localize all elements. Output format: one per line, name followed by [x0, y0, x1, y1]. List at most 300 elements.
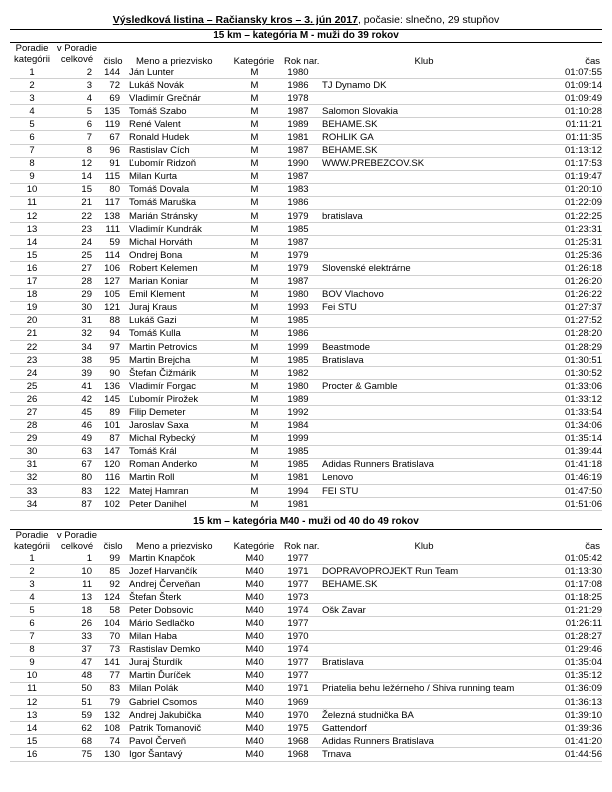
cell-poradie-celkove: 67 — [54, 458, 100, 471]
header2-poradie-kat-1: Poradie — [15, 530, 49, 541]
cell-cislo: 106 — [100, 262, 126, 275]
cell-rok: 1985 — [280, 458, 316, 471]
cell-kategoria: M — [229, 432, 280, 445]
cell-poradie-kategoria: 32 — [10, 471, 54, 484]
cell-cislo: 135 — [100, 105, 126, 118]
cell-poradie-kategoria: 31 — [10, 458, 54, 471]
cell-klub: Adidas Runners Bratislava — [316, 735, 530, 748]
table-row — [10, 236, 602, 249]
cell-klub: BEHAME.SK — [316, 144, 530, 157]
cell-rok: 1974 — [280, 604, 316, 617]
cell-poradie-kategoria: 16 — [10, 262, 54, 275]
cell-kategoria: M — [229, 236, 280, 249]
cell-kategoria: M40 — [229, 748, 280, 761]
cell-cislo: 80 — [100, 183, 126, 196]
cell-klub — [316, 393, 530, 406]
cell-poradie-kategoria: 18 — [10, 288, 54, 301]
cell-cas: 01:27:52 — [530, 314, 602, 327]
cell-poradie-celkove: 75 — [54, 748, 100, 761]
cell-cas: 01:35:12 — [530, 669, 602, 682]
cell-meno: Vladimír Kundrák — [126, 223, 229, 236]
table-row — [10, 144, 602, 157]
table-row — [10, 419, 602, 432]
cell-cas: 01:28:29 — [530, 340, 602, 353]
cell-cas: 01:28:20 — [530, 327, 602, 340]
header2-poradie-cel-1: v Poradie — [56, 530, 98, 541]
cell-rok: 1985 — [280, 223, 316, 236]
cell-cislo: 83 — [100, 682, 126, 695]
cell-klub — [316, 249, 530, 262]
cell-kategoria: M — [229, 79, 280, 92]
cell-kategoria: M — [229, 275, 280, 288]
cell-rok: 1968 — [280, 735, 316, 748]
table-row — [10, 485, 602, 498]
cell-cislo: 96 — [100, 144, 126, 157]
cell-cas: 01:25:31 — [530, 236, 602, 249]
cell-kategoria: M — [229, 458, 280, 471]
cell-kategoria: M — [229, 118, 280, 131]
cell-cas: 01:33:06 — [530, 380, 602, 393]
cell-meno: Robert Kelemen — [126, 262, 229, 275]
cell-klub: Fei STU — [316, 301, 530, 314]
cell-cas: 01:29:46 — [530, 643, 602, 656]
cell-meno: Mário Sedlačko — [126, 617, 229, 630]
cell-rok: 1999 — [280, 432, 316, 445]
cell-klub: TJ Dynamo DK — [316, 79, 530, 92]
cell-klub — [316, 498, 530, 511]
title-main: Výsledková listina – Račiansky kros – 3. jún 2017 — [112, 14, 358, 26]
cell-cas: 01:44:56 — [530, 748, 602, 761]
cell-kategoria: M — [229, 498, 280, 511]
cell-cas: 01:28:27 — [530, 630, 602, 643]
cell-poradie-celkove: 33 — [54, 630, 100, 643]
cell-kategoria: M — [229, 380, 280, 393]
cell-cislo: 132 — [100, 709, 126, 722]
cell-meno: Andrej Červeňan — [126, 578, 229, 591]
cell-cislo: 72 — [100, 79, 126, 92]
table-row — [10, 458, 602, 471]
cell-cislo: 124 — [100, 591, 126, 604]
cell-poradie-celkove: 42 — [54, 393, 100, 406]
cell-rok: 1989 — [280, 118, 316, 131]
cell-meno: Filip Demeter — [126, 406, 229, 419]
cell-cas: 01:35:14 — [530, 432, 602, 445]
cell-poradie-kategoria: 1 — [10, 66, 54, 79]
cell-rok: 1977 — [280, 617, 316, 630]
header-cislo: čislo — [103, 56, 123, 67]
cell-kategoria: M40 — [229, 709, 280, 722]
cell-poradie-celkove: 49 — [54, 432, 100, 445]
cell-meno: Jaroslav Saxa — [126, 419, 229, 432]
cell-poradie-kategoria: 4 — [10, 105, 54, 118]
cell-poradie-kategoria: 6 — [10, 617, 54, 630]
cell-rok: 1981 — [280, 131, 316, 144]
header2-poradie-cel-2: celkové — [60, 541, 94, 552]
cell-poradie-celkove: 26 — [54, 617, 100, 630]
cell-poradie-kategoria: 11 — [10, 196, 54, 209]
table-row — [10, 630, 602, 643]
cell-meno: Milan Polák — [126, 682, 229, 695]
cell-cislo: 70 — [100, 630, 126, 643]
cell-cislo: 87 — [100, 432, 126, 445]
cell-rok: 1980 — [280, 288, 316, 301]
cell-rok: 1971 — [280, 682, 316, 695]
header2-rok: Rok nar. — [284, 541, 320, 552]
cell-cislo: 105 — [100, 288, 126, 301]
cell-meno: Rastislav Demko — [126, 643, 229, 656]
table-row — [10, 196, 602, 209]
cell-poradie-celkove: 39 — [54, 367, 100, 380]
header-kategoria: Kategórie — [233, 56, 275, 67]
cell-cislo: 79 — [100, 696, 126, 709]
cell-rok: 1983 — [280, 183, 316, 196]
cell-poradie-kategoria: 33 — [10, 485, 54, 498]
title-weather: , počasie: slnečno, 29 stupňov — [357, 14, 500, 26]
cell-klub: Beastmode — [316, 340, 530, 353]
table-row — [10, 406, 602, 419]
table-row — [10, 722, 602, 735]
cell-klub: WWW.PREBEZCOV.SK — [316, 157, 530, 170]
cell-poradie-kategoria: 24 — [10, 367, 54, 380]
cell-poradie-celkove: 30 — [54, 301, 100, 314]
cell-poradie-celkove: 68 — [54, 735, 100, 748]
cell-kategoria: M — [229, 288, 280, 301]
cell-rok: 1970 — [280, 630, 316, 643]
cell-klub: Bratislava — [316, 354, 530, 367]
cell-kategoria: M — [229, 340, 280, 353]
table-row — [10, 565, 602, 578]
cell-poradie-celkove: 62 — [54, 722, 100, 735]
cell-cislo: 73 — [100, 643, 126, 656]
cell-cislo: 147 — [100, 445, 126, 458]
cell-cas: 01:25:36 — [530, 249, 602, 262]
cell-cislo: 88 — [100, 314, 126, 327]
cell-poradie-celkove: 32 — [54, 327, 100, 340]
header2-meno: Meno a priezvisko — [136, 541, 213, 552]
cell-cas: 01:46:19 — [530, 471, 602, 484]
cell-meno: Tomáš Szabo — [126, 105, 229, 118]
cell-meno: Tomáš Dovala — [126, 183, 229, 196]
header2-cislo: čislo — [103, 541, 123, 552]
cell-poradie-celkove: 38 — [54, 354, 100, 367]
cell-rok: 1982 — [280, 367, 316, 380]
cell-kategoria: M40 — [229, 735, 280, 748]
cell-kategoria: M40 — [229, 578, 280, 591]
cell-cas: 01:22:25 — [530, 210, 602, 223]
cell-meno: Gabriel Csomos — [126, 696, 229, 709]
cell-kategoria: M — [229, 170, 280, 183]
cell-meno: Milan Kurta — [126, 170, 229, 183]
cell-poradie-celkove: 6 — [54, 118, 100, 131]
section-1-title: 15 km – kategória M - muži do 39 rokov — [213, 30, 399, 41]
cell-klub: Lenovo — [316, 471, 530, 484]
cell-meno: Martin Ďuríček — [126, 669, 229, 682]
cell-klub: BEHAME.SK — [316, 578, 530, 591]
header-poradie-cel-1: v Poradie — [56, 43, 98, 54]
cell-rok: 1981 — [280, 471, 316, 484]
cell-kategoria: M — [229, 354, 280, 367]
cell-poradie-celkove: 11 — [54, 578, 100, 591]
cell-klub: Gattendorf — [316, 722, 530, 735]
section-2-title: 15 km – kategória M40 - muži od 40 do 49 rokov — [193, 516, 419, 527]
cell-klub: Salomon Slovakia — [316, 105, 530, 118]
cell-cas: 01:09:14 — [530, 79, 602, 92]
cell-klub — [316, 170, 530, 183]
cell-meno: Martin Roll — [126, 471, 229, 484]
cell-klub — [316, 591, 530, 604]
cell-cislo: 121 — [100, 301, 126, 314]
cell-klub — [316, 196, 530, 209]
cell-kategoria: M — [229, 471, 280, 484]
cell-kategoria: M — [229, 210, 280, 223]
table-row — [10, 578, 602, 591]
cell-poradie-kategoria: 7 — [10, 144, 54, 157]
cell-klub: Slovenské elektrárne — [316, 262, 530, 275]
cell-rok: 1980 — [280, 66, 316, 79]
cell-kategoria: M — [229, 301, 280, 314]
header-rok: Rok nar. — [284, 56, 320, 67]
cell-kategoria: M40 — [229, 604, 280, 617]
cell-cas: 01:30:52 — [530, 367, 602, 380]
table-row — [10, 445, 602, 458]
cell-meno: Igor Šantavý — [126, 748, 229, 761]
cell-poradie-celkove: 80 — [54, 471, 100, 484]
cell-poradie-kategoria: 12 — [10, 210, 54, 223]
cell-poradie-kategoria: 10 — [10, 669, 54, 682]
cell-klub: BEHAME.SK — [316, 118, 530, 131]
cell-poradie-kategoria: 28 — [10, 419, 54, 432]
cell-klub — [316, 223, 530, 236]
cell-klub: Ošk Zavar — [316, 604, 530, 617]
cell-kategoria: M — [229, 249, 280, 262]
cell-meno: Ondrej Bona — [126, 249, 229, 262]
table-row — [10, 471, 602, 484]
cell-poradie-kategoria: 8 — [10, 643, 54, 656]
cell-rok: 1985 — [280, 314, 316, 327]
cell-cas: 01:41:18 — [530, 458, 602, 471]
cell-cas: 01:13:30 — [530, 565, 602, 578]
cell-poradie-celkove: 4 — [54, 92, 100, 105]
table-row — [10, 380, 602, 393]
cell-meno: Matej Hamran — [126, 485, 229, 498]
cell-klub — [316, 314, 530, 327]
cell-cas: 01:19:47 — [530, 170, 602, 183]
cell-meno: Emil Klement — [126, 288, 229, 301]
cell-cislo: 115 — [100, 170, 126, 183]
cell-cas: 01:39:10 — [530, 709, 602, 722]
table-row — [10, 643, 602, 656]
cell-meno: Ľubomír Ridzoň — [126, 157, 229, 170]
cell-cislo: 130 — [100, 748, 126, 761]
cell-klub — [316, 66, 530, 79]
cell-rok: 1987 — [280, 170, 316, 183]
cell-kategoria: M40 — [229, 552, 280, 565]
cell-poradie-celkove: 50 — [54, 682, 100, 695]
cell-cislo: 58 — [100, 604, 126, 617]
cell-cas: 01:26:11 — [530, 617, 602, 630]
cell-cas: 01:35:04 — [530, 656, 602, 669]
cell-poradie-celkove: 2 — [54, 66, 100, 79]
table-row — [10, 552, 602, 565]
cell-meno: Lukáš Novák — [126, 79, 229, 92]
table-row — [10, 617, 602, 630]
cell-cas: 01:33:12 — [530, 393, 602, 406]
cell-cislo: 59 — [100, 236, 126, 249]
table-row — [10, 66, 602, 79]
cell-meno: René Valent — [126, 118, 229, 131]
cell-cas: 01:05:42 — [530, 552, 602, 565]
cell-kategoria: M — [229, 314, 280, 327]
cell-poradie-kategoria: 3 — [10, 578, 54, 591]
cell-meno: Ján Lunter — [126, 66, 229, 79]
cell-klub: DOPRAVOPROJEKT Run Team — [316, 565, 530, 578]
cell-kategoria: M — [229, 406, 280, 419]
cell-kategoria: M — [229, 66, 280, 79]
cell-poradie-celkove: 27 — [54, 262, 100, 275]
cell-cislo: 127 — [100, 275, 126, 288]
cell-poradie-kategoria: 14 — [10, 722, 54, 735]
cell-klub: Adidas Runners Bratislava — [316, 458, 530, 471]
cell-klub: Procter & Gamble — [316, 380, 530, 393]
cell-poradie-celkove: 46 — [54, 419, 100, 432]
cell-cas: 01:22:09 — [530, 196, 602, 209]
cell-poradie-kategoria: 25 — [10, 380, 54, 393]
cell-poradie-kategoria: 15 — [10, 249, 54, 262]
cell-cas: 01:27:37 — [530, 301, 602, 314]
cell-klub — [316, 552, 530, 565]
cell-rok: 1986 — [280, 327, 316, 340]
cell-cislo: 67 — [100, 131, 126, 144]
table-row — [10, 249, 602, 262]
table-row — [10, 275, 602, 288]
cell-cas: 01:10:28 — [530, 105, 602, 118]
cell-cas: 01:23:31 — [530, 223, 602, 236]
cell-meno: Tomáš Kulla — [126, 327, 229, 340]
cell-rok: 1979 — [280, 249, 316, 262]
cell-poradie-kategoria: 27 — [10, 406, 54, 419]
cell-poradie-celkove: 41 — [54, 380, 100, 393]
cell-poradie-kategoria: 34 — [10, 498, 54, 511]
cell-kategoria: M — [229, 327, 280, 340]
cell-kategoria: M40 — [229, 669, 280, 682]
cell-meno: Štefan Šterk — [126, 591, 229, 604]
cell-poradie-kategoria: 5 — [10, 604, 54, 617]
cell-poradie-kategoria: 7 — [10, 630, 54, 643]
table-row — [10, 696, 602, 709]
cell-poradie-kategoria: 17 — [10, 275, 54, 288]
cell-meno: Lukáš Gazi — [126, 314, 229, 327]
cell-rok: 1969 — [280, 696, 316, 709]
cell-meno: Martin Brejcha — [126, 354, 229, 367]
cell-rok: 1973 — [280, 591, 316, 604]
header-poradie-kat-1: Poradie — [15, 43, 49, 54]
cell-cislo: 90 — [100, 367, 126, 380]
cell-poradie-celkove: 59 — [54, 709, 100, 722]
cell-kategoria: M — [229, 105, 280, 118]
cell-rok: 1975 — [280, 722, 316, 735]
cell-cislo: 116 — [100, 471, 126, 484]
cell-poradie-kategoria: 2 — [10, 79, 54, 92]
cell-kategoria: M — [229, 445, 280, 458]
table-row — [10, 748, 602, 761]
cell-rok: 1977 — [280, 656, 316, 669]
header-poradie-kat-2: kategórii — [14, 54, 50, 65]
table-row — [10, 157, 602, 170]
cell-kategoria: M — [229, 485, 280, 498]
cell-meno: Michal Rybecký — [126, 432, 229, 445]
cell-cislo: 119 — [100, 118, 126, 131]
cell-cislo: 89 — [100, 406, 126, 419]
cell-meno: Tomáš Maruška — [126, 196, 229, 209]
table-row — [10, 105, 602, 118]
cell-cislo: 77 — [100, 669, 126, 682]
cell-cas: 01:33:54 — [530, 406, 602, 419]
cell-klub — [316, 445, 530, 458]
table-row — [10, 327, 602, 340]
header-poradie-cel-2: celkové — [60, 54, 94, 65]
cell-rok: 1992 — [280, 406, 316, 419]
cell-rok: 1985 — [280, 354, 316, 367]
table-row — [10, 79, 602, 92]
cell-kategoria: M — [229, 196, 280, 209]
cell-cislo: 92 — [100, 578, 126, 591]
header2-kategoria: Kategórie — [233, 541, 275, 552]
cell-klub — [316, 419, 530, 432]
cell-rok: 1974 — [280, 643, 316, 656]
cell-cislo: 144 — [100, 66, 126, 79]
cell-poradie-celkove: 10 — [54, 565, 100, 578]
cell-poradie-celkove: 87 — [54, 498, 100, 511]
cell-kategoria: M — [229, 223, 280, 236]
cell-poradie-celkove: 24 — [54, 236, 100, 249]
cell-kategoria: M40 — [229, 722, 280, 735]
cell-meno: Rastislav Cích — [126, 144, 229, 157]
table-row — [10, 669, 602, 682]
document-title — [0, 14, 612, 27]
cell-rok: 1980 — [280, 380, 316, 393]
cell-poradie-celkove: 13 — [54, 591, 100, 604]
table-row — [10, 432, 602, 445]
cell-cislo: 69 — [100, 92, 126, 105]
cell-poradie-celkove: 83 — [54, 485, 100, 498]
cell-cas: 01:13:12 — [530, 144, 602, 157]
cell-meno: Martin Knapčok — [126, 552, 229, 565]
cell-kategoria: M — [229, 131, 280, 144]
cell-poradie-kategoria: 22 — [10, 340, 54, 353]
table-row — [10, 210, 602, 223]
cell-rok: 1981 — [280, 498, 316, 511]
cell-kategoria: M40 — [229, 591, 280, 604]
cell-cislo: 122 — [100, 485, 126, 498]
table-row — [10, 367, 602, 380]
cell-rok: 1968 — [280, 748, 316, 761]
cell-cas: 01:26:18 — [530, 262, 602, 275]
cell-cislo: 104 — [100, 617, 126, 630]
cell-cas: 01:17:53 — [530, 157, 602, 170]
table-row — [10, 131, 602, 144]
cell-poradie-celkove: 28 — [54, 275, 100, 288]
cell-klub — [316, 183, 530, 196]
cell-klub — [316, 432, 530, 445]
cell-cislo: 111 — [100, 223, 126, 236]
cell-meno: Juraj Šturdík — [126, 656, 229, 669]
cell-poradie-celkove: 37 — [54, 643, 100, 656]
cell-klub: Bratislava — [316, 656, 530, 669]
cell-cas: 01:30:51 — [530, 354, 602, 367]
table-row — [10, 604, 602, 617]
cell-poradie-kategoria: 16 — [10, 748, 54, 761]
cell-poradie-kategoria: 29 — [10, 432, 54, 445]
